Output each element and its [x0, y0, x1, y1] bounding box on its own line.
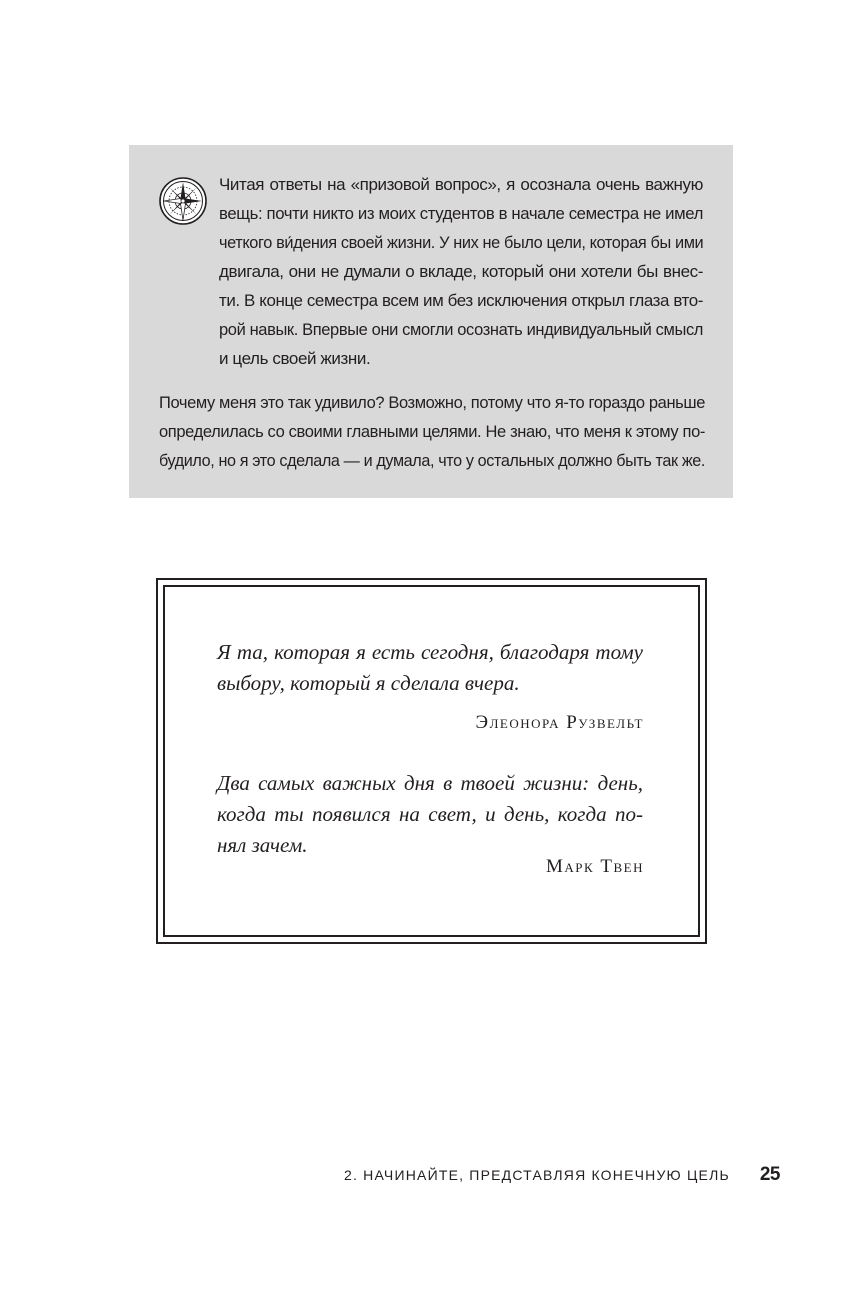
quote-author: Элеонора Рузвельт [475, 712, 644, 733]
quote-line: нял зачем. [217, 833, 308, 857]
quote-line: выбору, который я сделала вчера. [217, 671, 520, 695]
note-paragraph-1 [219, 170, 703, 373]
quote-author: Марк Твен [545, 856, 644, 877]
chapter-title: 2. НАЧИНАЙТЕ, ПРЕДСТАВЛЯЯ КОНЕЧНУЮ ЦЕЛЬ [344, 1167, 730, 1183]
page-footer [344, 1164, 780, 1186]
text-line: четкого ви́дения своей жизни. У них не было цели, которая бы ими [219, 233, 704, 252]
text-line: Читая ответы на «призовой вопрос», я осознала очень важную [219, 175, 703, 194]
text-line: двигала, они не думали о вкладе, который они хотели бы внес- [219, 262, 703, 281]
note-paragraph-2 [159, 388, 705, 475]
quote-eleanor-roosevelt [217, 637, 643, 699]
quote-frame [156, 578, 707, 944]
text-line: и цель своей жизни. [219, 349, 371, 368]
text-line: определилась со своими главными целями. Не знаю, что меня к этому по- [159, 422, 705, 441]
text-line: рой навык. Впервые они смогли осознать индивидуальный смысл [219, 320, 704, 339]
text-line: Почему меня это так удивило? Возможно, потому что я-то гораздо раньше [159, 393, 705, 412]
text-line: вещь: почти никто из моих студентов в начале семестра не имел [219, 204, 703, 223]
quote-mark-twain [217, 768, 643, 861]
note-box [129, 145, 733, 498]
page-number: 25 [759, 1164, 780, 1185]
text-line: будило, но я это сделала — и думала, что у остальных должно быть так же. [159, 451, 705, 470]
quote-line: Два самых важных дня в твоей жизни: день, [217, 771, 643, 795]
compass-icon [158, 176, 208, 226]
quote-line: когда ты появился на свет, и день, когда по- [217, 802, 643, 826]
text-line: ти. В конце семестра всем им без исключения открыл глаза вто- [219, 291, 703, 310]
quote-line: Я та, которая я есть сегодня, благодаря тому [217, 640, 643, 664]
